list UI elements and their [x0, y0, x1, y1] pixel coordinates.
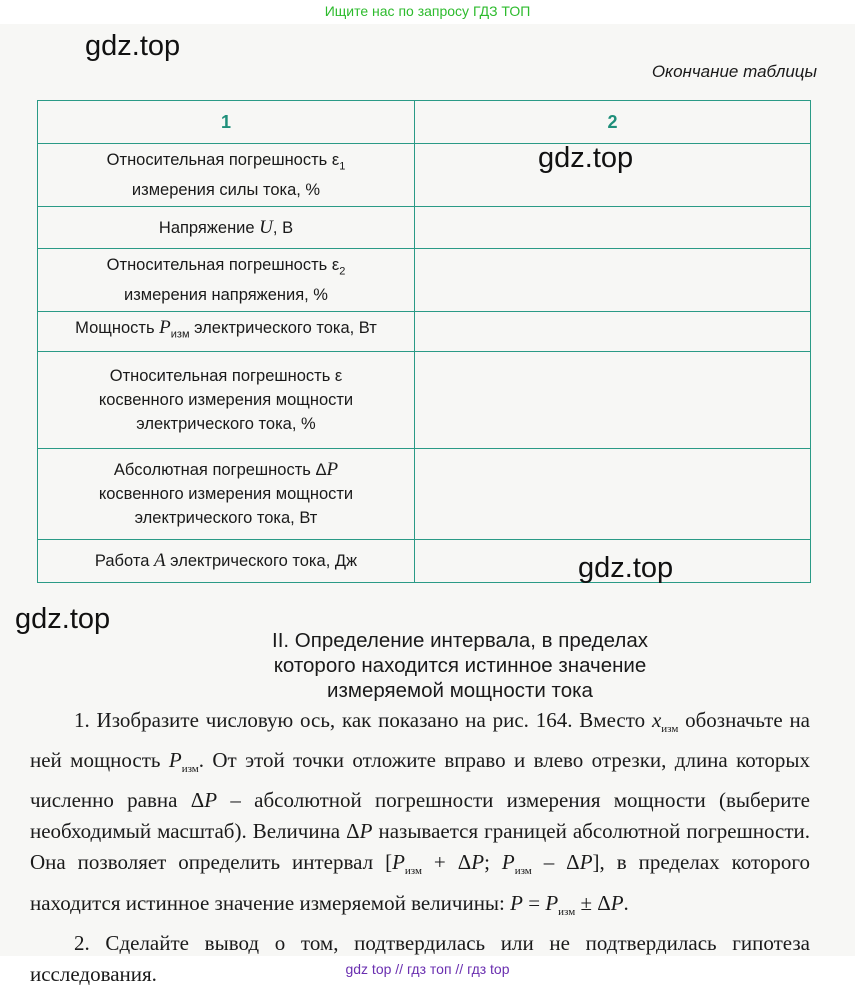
value-cell	[415, 352, 811, 449]
heading-line: II. Определение интервала, в пределах	[272, 629, 648, 652]
text: называется границей абсолютной погрешности. Она позволяет определить интервал [	[30, 819, 810, 875]
watermark: gdz.top	[15, 603, 111, 635]
value-cell	[415, 144, 811, 207]
cell-line	[44, 388, 408, 412]
text: ;	[484, 850, 502, 875]
table-row	[38, 207, 811, 249]
text: =	[522, 890, 546, 915]
cell-text: Абсолютная погрешность Δ	[113, 461, 327, 479]
variable: P	[545, 890, 559, 915]
cell-text: Относительная погрешность ε	[106, 255, 340, 274]
subscript: изм	[404, 865, 422, 878]
row-label-cell	[38, 249, 415, 312]
text: . От этой точки отложите вправо и влево отрезки, длина которых численно равна Δ	[30, 748, 810, 813]
watermark: gdz.top	[538, 142, 634, 174]
subscript: изм	[661, 723, 679, 736]
text: ± Δ	[575, 890, 611, 915]
paragraph	[30, 705, 810, 928]
cell-line	[44, 458, 408, 482]
variable: U	[259, 216, 273, 238]
variable: x	[651, 708, 662, 732]
cell-line	[44, 316, 408, 346]
text: ], в пределах которого находится истинное значение измеряемой величины:	[30, 850, 810, 915]
table-row	[38, 449, 811, 540]
cell-text: косвенного измерения мощности	[98, 485, 354, 503]
text: 2. Сделайте вывод о том, подтвердилась или не подтвердилась гипотеза исследования.	[30, 930, 810, 986]
row-label-cell	[38, 312, 415, 352]
variable: P	[359, 819, 373, 844]
cell-text: электрического тока, Вт	[134, 509, 318, 527]
cell-text: электрического тока, Вт	[189, 319, 377, 338]
subscript: изм	[170, 328, 190, 341]
cell-text: электрического тока, %	[136, 415, 316, 433]
variable: P	[392, 850, 405, 875]
row-label-cell	[38, 449, 415, 540]
cell-text: Относительная погрешность ε	[109, 367, 343, 385]
variable: P	[326, 459, 339, 480]
table-row	[38, 144, 811, 207]
variable: P	[471, 850, 485, 875]
cell-line	[44, 253, 408, 283]
text: – Δ	[531, 850, 580, 875]
variable: P	[204, 788, 218, 813]
watermark: gdz.top	[578, 552, 674, 584]
table-row	[38, 249, 811, 312]
bottom-banner[interactable]: gdz top // гдз топ // гдз top	[345, 961, 510, 977]
cell-text: Напряжение	[158, 218, 260, 237]
variable: P	[510, 890, 523, 915]
data-table	[37, 100, 811, 583]
top-banner[interactable]: Ищите нас по запросу ГДЗ ТОП	[324, 3, 531, 19]
cell-line	[44, 283, 408, 307]
row-label-cell	[38, 144, 415, 207]
value-cell	[415, 249, 811, 312]
table-row	[38, 352, 811, 449]
cell-line	[44, 178, 408, 202]
subscript: изм	[181, 763, 199, 776]
paragraph	[30, 928, 810, 990]
table-caption: Окончание таблицы	[651, 62, 817, 81]
watermark: gdz.top	[85, 30, 181, 62]
row-label-cell	[38, 540, 415, 583]
row-label-cell	[38, 352, 415, 449]
text: – абсолютной погрешности измерения мощности (выберите необходимый масштаб). Величина Δ	[30, 788, 810, 844]
variable: P	[501, 850, 515, 875]
heading-line: которого находится истинное значение	[273, 654, 647, 677]
table-row	[38, 540, 811, 583]
section-heading	[240, 628, 680, 703]
value-cell	[415, 312, 811, 352]
row-label-cell	[38, 207, 415, 249]
cell-text: Работа	[94, 552, 154, 570]
cell-line	[44, 216, 408, 240]
cell-text: Относительная погрешность ε	[106, 150, 340, 169]
cell-text: электрического тока, Дж	[165, 552, 358, 570]
cell-line	[44, 549, 408, 573]
cell-line	[44, 364, 408, 388]
value-cell	[415, 207, 811, 249]
cell-text: Мощность	[75, 319, 160, 338]
variable: P	[579, 850, 593, 875]
subscript: 2	[339, 265, 346, 278]
cell-line	[44, 506, 408, 530]
cell-text: измерения напряжения, %	[124, 286, 328, 305]
cell-line	[44, 412, 408, 436]
text: .	[623, 890, 629, 915]
text: + Δ	[421, 850, 472, 875]
cell-text: измерения силы тока, %	[131, 181, 321, 200]
variable: P	[159, 317, 171, 339]
subscript: 1	[339, 160, 346, 173]
column-header: 1	[38, 101, 415, 144]
cell-text: , В	[272, 218, 294, 237]
table-row	[38, 312, 811, 352]
variable: A	[153, 550, 166, 571]
subscript: изм	[514, 865, 532, 878]
variable: P	[610, 890, 624, 915]
cell-line	[44, 148, 408, 178]
value-cell	[415, 449, 811, 540]
text: 1. Изобразите числовую ось, как показано на рис. 164. Вместо	[74, 708, 652, 732]
text: обозначьте на ней мощность	[30, 708, 810, 773]
column-header: 2	[415, 101, 811, 144]
subscript: изм	[558, 905, 576, 918]
cell-line	[44, 482, 408, 506]
variable: P	[168, 748, 182, 773]
cell-text: косвенного измерения мощности	[98, 391, 354, 409]
instructions-text	[30, 705, 810, 990]
heading-line: измеряемой мощности тока	[327, 679, 593, 702]
